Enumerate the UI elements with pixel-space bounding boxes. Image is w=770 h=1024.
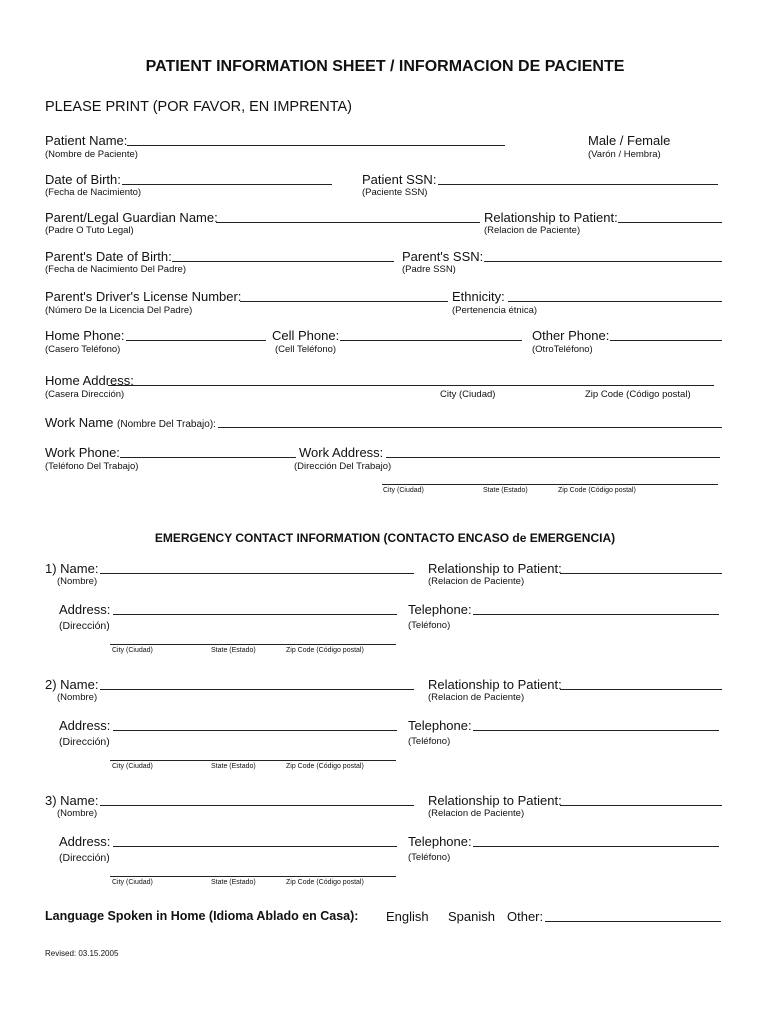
ec2-name-label: 2) Name: [45, 677, 99, 692]
language-english-option[interactable]: English [386, 909, 429, 924]
other-phone-field[interactable] [610, 340, 722, 341]
ethnicity-sub: (Pertenencia étnica) [452, 305, 538, 316]
ec3-relationship-sub: (Relacion de Paciente) [428, 808, 525, 819]
ec2-name-sub: (Nombre) [57, 692, 98, 703]
ec1-name-label: 1) Name: [45, 561, 99, 576]
parent-dob-label: Parent's Date of Birth: [45, 249, 172, 264]
ec1-name-field[interactable] [100, 573, 414, 574]
home-phone-sub: (Casero Teléfono) [45, 344, 121, 355]
parent-ssn-sub: (Padre SSN) [402, 264, 456, 275]
page-title: PATIENT INFORMATION SHEET / INFORMACION DE PACIENTE [145, 58, 625, 75]
work-address-sub: (Dirección Del Trabajo) [294, 461, 392, 472]
language-label: Language Spoken in Home (Idioma Ablado en Casa): [45, 909, 359, 923]
other-phone-sub: (OtroTeléfono) [532, 344, 593, 355]
dob-sub: (Fecha de Nacimiento) [45, 187, 142, 198]
guardian-field[interactable] [216, 222, 480, 223]
ec1-telephone-field[interactable] [473, 614, 719, 615]
ec3-address-label: Address: [59, 834, 111, 849]
ec1-address-sub: (Dirección) [59, 620, 110, 632]
ec3-zip: Zip Code (Código postal) [286, 879, 364, 886]
parent-ssn-label: Parent's SSN: [402, 249, 484, 264]
license-field[interactable] [240, 301, 448, 302]
ec2-zip: Zip Code (Código postal) [286, 763, 364, 770]
patient-name-sub: (Nombre de Paciente) [45, 149, 138, 160]
guardian-sub: (Padre O Tuto Legal) [45, 225, 134, 236]
ec1-city: City (Ciudad) [112, 647, 153, 654]
dob-field[interactable] [122, 184, 332, 185]
patient-name-label: Patient Name: [45, 133, 128, 148]
dob-label: Date of Birth: [45, 172, 121, 187]
relationship-label: Relationship to Patient: [484, 210, 618, 225]
ec1-telephone-label: Telephone: [408, 602, 472, 617]
home-address-field[interactable] [108, 385, 714, 386]
ec3-state: State (Estado) [211, 879, 256, 886]
home-zip-sub: Zip Code (Código postal) [585, 389, 691, 400]
patient-ssn-field[interactable] [438, 184, 718, 185]
work-phone-field[interactable] [120, 457, 296, 458]
work-address-field[interactable] [386, 457, 720, 458]
ec2-city: City (Ciudad) [112, 763, 153, 770]
ec2-relationship-field[interactable] [560, 689, 722, 690]
relationship-sub: (Relacion de Paciente) [484, 225, 581, 236]
ec3-address-field[interactable] [113, 846, 397, 847]
ec1-name-sub: (Nombre) [57, 576, 98, 587]
work-city-sub: City (Ciudad) [383, 487, 424, 494]
revised-date: Revised: 03.15.2005 [45, 949, 119, 958]
language-other-field[interactable] [545, 921, 721, 922]
cell-phone-label: Cell Phone: [272, 328, 340, 343]
ec3-telephone-label: Telephone: [408, 834, 472, 849]
other-phone-label: Other Phone: [532, 328, 610, 343]
ec1-relationship-field[interactable] [560, 573, 722, 574]
ec3-address-line2[interactable] [110, 876, 396, 877]
sex-options-sub: (Varón / Hembra) [588, 149, 661, 160]
license-label: Parent's Driver's License Number: [45, 289, 242, 304]
guardian-label: Parent/Legal Guardian Name: [45, 210, 218, 225]
ec1-relationship-label: Relationship to Patient: [428, 561, 562, 576]
ethnicity-field[interactable] [508, 301, 722, 302]
ec1-state: State (Estado) [211, 647, 256, 654]
work-zip-sub: Zip Code (Código postal) [558, 487, 636, 494]
ec2-telephone-sub: (Teléfono) [408, 736, 451, 747]
patient-name-field[interactable] [127, 145, 505, 146]
ec1-address-line2[interactable] [110, 644, 396, 645]
home-address-sub: (Casera Dirección) [45, 389, 125, 400]
ec1-relationship-sub: (Relacion de Paciente) [428, 576, 525, 587]
ethnicity-label: Ethnicity: [452, 289, 505, 304]
ec3-relationship-field[interactable] [560, 805, 722, 806]
license-sub: (Número De la Licencia Del Padre) [45, 305, 193, 316]
ec3-address-sub: (Dirección) [59, 852, 110, 864]
ec2-state: State (Estado) [211, 763, 256, 770]
parent-dob-sub: (Fecha de Nacimiento Del Padre) [45, 264, 186, 275]
ec3-city: City (Ciudad) [112, 879, 153, 886]
ec2-relationship-sub: (Relacion de Paciente) [428, 692, 525, 703]
home-phone-field[interactable] [126, 340, 266, 341]
home-city-sub: City (Ciudad) [440, 389, 496, 400]
language-other-label: Other: [507, 909, 544, 924]
relationship-field[interactable] [618, 222, 722, 223]
ec3-name-sub: (Nombre) [57, 808, 98, 819]
ec1-address-label: Address: [59, 602, 111, 617]
ec2-address-field[interactable] [113, 730, 397, 731]
work-state-sub: State (Estado) [483, 487, 528, 494]
work-phone-sub: (Teléfono Del Trabajo) [45, 461, 139, 472]
patient-ssn-sub: (Paciente SSN) [362, 187, 428, 198]
ec2-address-line2[interactable] [110, 760, 396, 761]
cell-phone-sub: (Cell Teléfono) [275, 344, 337, 355]
parent-ssn-field[interactable] [484, 261, 722, 262]
work-phone-label: Work Phone: [45, 445, 120, 460]
emergency-heading: EMERGENCY CONTACT INFORMATION (CONTACTO ENCASO de EMERGENCIA) [154, 531, 616, 545]
language-spanish-option[interactable]: Spanish [448, 909, 495, 924]
patient-ssn-label: Patient SSN: [362, 172, 437, 187]
please-print-note: PLEASE PRINT (POR FAVOR, EN IMPRENTA) [45, 99, 352, 115]
ec2-address-sub: (Dirección) [59, 736, 110, 748]
ec2-telephone-field[interactable] [473, 730, 719, 731]
ec3-name-label: 3) Name: [45, 793, 99, 808]
sex-options[interactable]: Male / Female [588, 133, 671, 148]
ec2-telephone-label: Telephone: [408, 718, 472, 733]
ec3-name-field[interactable] [100, 805, 414, 806]
home-phone-label: Home Phone: [45, 328, 125, 343]
ec1-telephone-sub: (Teléfono) [408, 620, 451, 631]
parent-dob-field[interactable] [172, 261, 394, 262]
ec3-telephone-field[interactable] [473, 846, 719, 847]
ec1-zip: Zip Code (Código postal) [286, 647, 364, 654]
ec2-relationship-label: Relationship to Patient: [428, 677, 562, 692]
work-name-field[interactable] [218, 427, 722, 428]
ec1-address-field[interactable] [113, 614, 397, 615]
work-address-line2[interactable] [382, 484, 718, 485]
work-address-label: Work Address: [299, 445, 384, 460]
home-address-label: Home Address: [45, 373, 134, 388]
cell-phone-field[interactable] [340, 340, 522, 341]
ec3-relationship-label: Relationship to Patient: [428, 793, 562, 808]
ec3-telephone-sub: (Teléfono) [408, 852, 451, 863]
work-name-label: Work Name (Nombre Del Trabajo): [45, 415, 216, 430]
ec2-name-field[interactable] [100, 689, 414, 690]
ec2-address-label: Address: [59, 718, 111, 733]
